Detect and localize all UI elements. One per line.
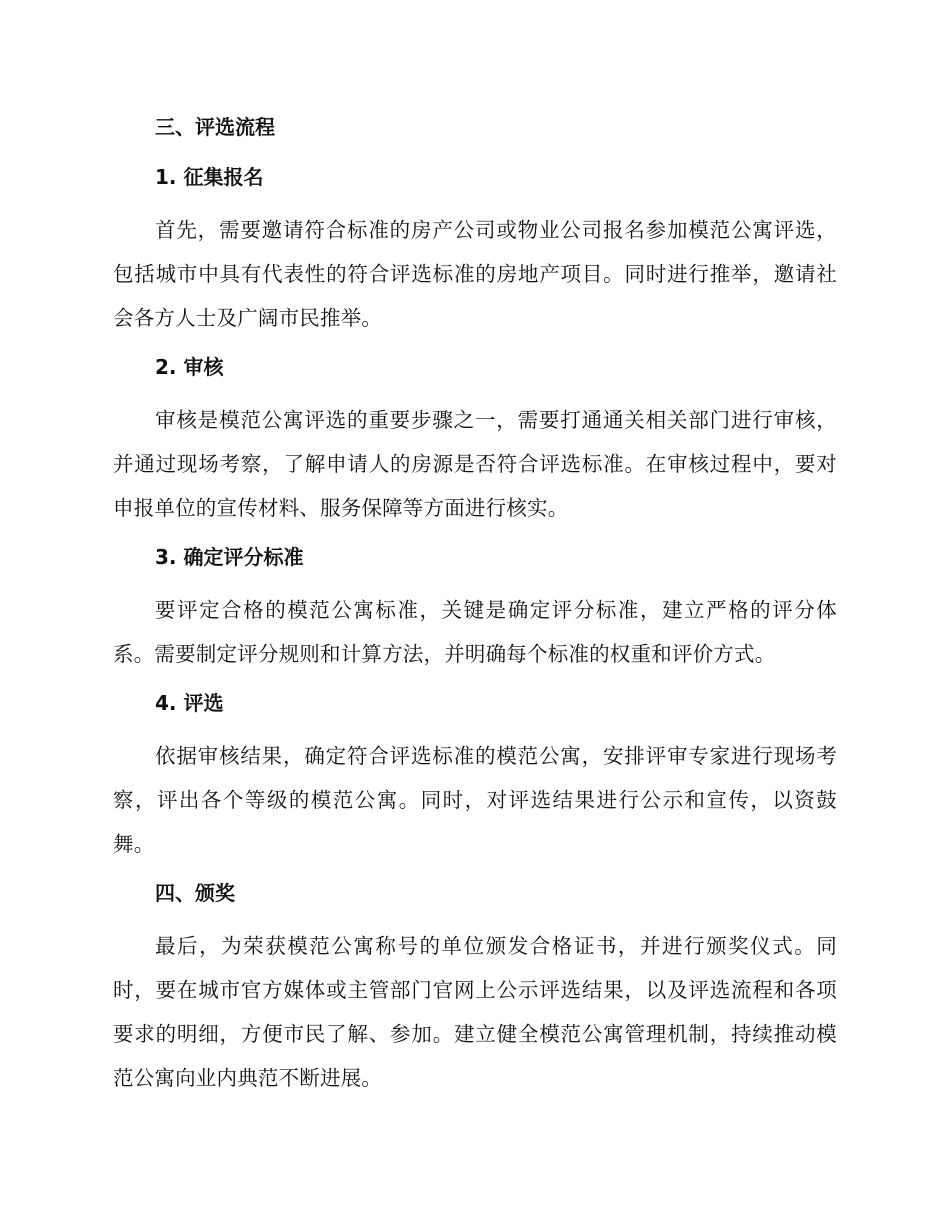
subheading-review: 2. 审核 (155, 355, 224, 379)
subheading-selection: 4. 评选 (155, 691, 224, 715)
paragraph-registration: 首先，需要邀请符合标准的房产公司或物业公司报名参加模范公寓评选，包括城市中具有代表性的符合评选标准的房地产项目。同时进行推举，邀请社会各方人士及广阔市民推举。 (113, 218, 837, 330)
paragraph-scoring-criteria: 要评定合格的模范公寓标准，关键是确定评分标准，建立严格的评分体系。需要制定评分规则和计算方法，并明确每个标准的权重和评价方式。 (113, 598, 837, 666)
subheading-scoring-criteria: 3. 确定评分标准 (155, 545, 304, 569)
section-heading-awards: 四、颁奖 (155, 881, 235, 905)
paragraph-selection: 依据审核结果，确定符合评选标准的模范公寓，安排评审专家进行现场考察，评出各个等级的模范公寓。同时，对评选结果进行公示和宣传，以资鼓舞。 (113, 744, 837, 856)
paragraph-review: 审核是模范公寓评选的重要步骤之一，需要打通通关相关部门进行审核，并通过现场考察，了解申请人的房源是否符合评选标准。在审核过程中，要对申报单位的宣传材料、服务保障等方面进行核实。 (113, 408, 837, 520)
document-body (113, 108, 837, 1108)
paragraph-awards: 最后，为荣获模范公寓称号的单位颁发合格证书，并进行颁奖仪式。同时，要在城市官方媒体或主管部门官网上公示评选结果，以及评选流程和各项要求的明细，方便市民了解、参加。建立健全模范公寓管理机制，持续推动模范公寓向业内典范不断进展。 (113, 934, 837, 1090)
section-heading-evaluation-process: 三、评选流程 (155, 115, 275, 139)
subheading-registration: 1. 征集报名 (155, 165, 264, 189)
